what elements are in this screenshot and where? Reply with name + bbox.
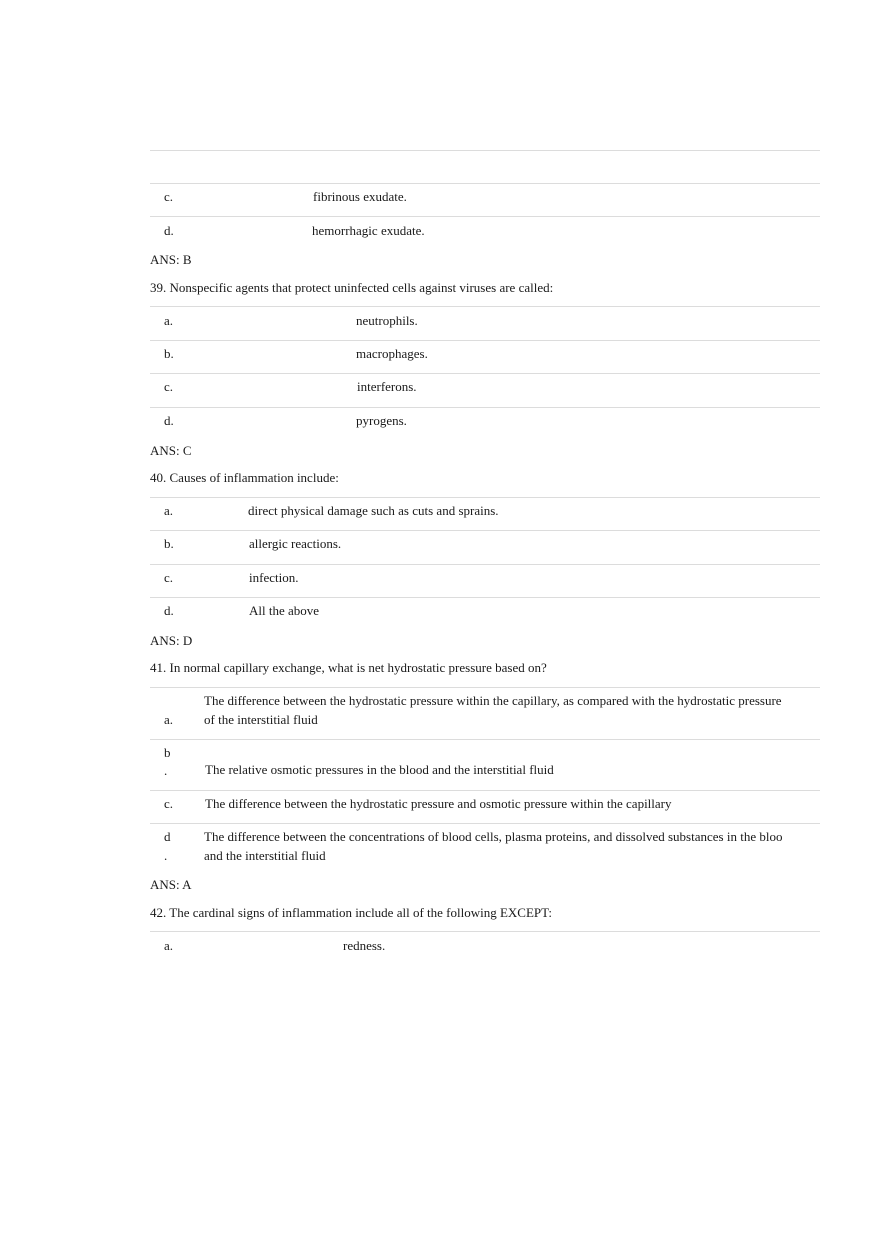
question-text: 41. In normal capillary exchange, what is net hydrostatic pressure based on? bbox=[150, 660, 547, 675]
option-letter: d bbox=[164, 829, 171, 844]
option-letter: d. bbox=[164, 603, 174, 618]
divider bbox=[150, 373, 820, 374]
divider bbox=[150, 340, 820, 341]
option-text: of the interstitial fluid bbox=[204, 712, 318, 727]
answer-label: ANS: C bbox=[150, 443, 192, 458]
divider bbox=[150, 183, 820, 184]
answer-label: ANS: A bbox=[150, 877, 192, 892]
divider bbox=[150, 497, 820, 498]
divider bbox=[150, 564, 820, 565]
option-text: direct physical damage such as cuts and sprains. bbox=[248, 503, 499, 518]
option-text: infection. bbox=[249, 570, 299, 585]
option-text: The difference between the hydrostatic pressure within the capillary, as compared with the hydrostatic pressure bbox=[204, 693, 782, 708]
option-text: neutrophils. bbox=[356, 313, 418, 328]
option-text: All the above bbox=[249, 603, 320, 618]
option-letter: b. bbox=[164, 346, 174, 361]
option-letter: c. bbox=[164, 379, 174, 394]
option-letter: a. bbox=[164, 938, 174, 953]
answer-label: ANS: D bbox=[150, 633, 193, 648]
option-letter: d. bbox=[164, 223, 174, 238]
option-text: fibrinous exudate. bbox=[313, 189, 407, 204]
divider bbox=[150, 216, 820, 217]
divider bbox=[150, 150, 820, 151]
option-text: allergic reactions. bbox=[249, 536, 342, 551]
option-letter: d. bbox=[164, 413, 174, 428]
question-text: 42. The cardinal signs of inflammation include all of the following EXCEPT: bbox=[150, 905, 553, 920]
divider bbox=[150, 687, 820, 688]
divider bbox=[150, 790, 820, 791]
answer-label: ANS: B bbox=[150, 252, 192, 267]
divider bbox=[150, 306, 820, 307]
option-text: The difference between the concentrations of blood cells, plasma proteins, and dissolved substances in the bloo bbox=[204, 829, 783, 844]
option-text: redness. bbox=[343, 938, 386, 953]
option-letter: b. bbox=[164, 536, 174, 551]
option-letter: b bbox=[164, 745, 171, 760]
divider bbox=[150, 597, 820, 598]
option-letter: a. bbox=[164, 313, 174, 328]
divider bbox=[150, 739, 820, 740]
option-text: and the interstitial fluid bbox=[204, 848, 326, 863]
option-letter: a. bbox=[164, 712, 174, 727]
option-text: macrophages. bbox=[356, 346, 428, 361]
option-text: hemorrhagic exudate. bbox=[312, 223, 425, 238]
divider bbox=[150, 823, 820, 824]
divider bbox=[150, 931, 820, 932]
option-text: The relative osmotic pressures in the blood and the interstitial fluid bbox=[205, 762, 554, 777]
option-letter: a. bbox=[164, 503, 174, 518]
option-letter: c. bbox=[164, 189, 174, 204]
divider bbox=[150, 530, 820, 531]
option-letter: c. bbox=[164, 796, 174, 811]
option-letter: c. bbox=[164, 570, 174, 585]
divider bbox=[150, 407, 820, 408]
option-letter: . bbox=[164, 763, 168, 778]
question-text: 40. Causes of inflammation include: bbox=[150, 470, 339, 485]
question-text: 39. Nonspecific agents that protect uninfected cells against viruses are called: bbox=[150, 280, 554, 295]
option-text: interferons. bbox=[357, 379, 417, 394]
option-letter: . bbox=[164, 848, 168, 863]
option-text: pyrogens. bbox=[356, 413, 407, 428]
option-text: The difference between the hydrostatic pressure and osmotic pressure within the capillary bbox=[205, 796, 672, 811]
